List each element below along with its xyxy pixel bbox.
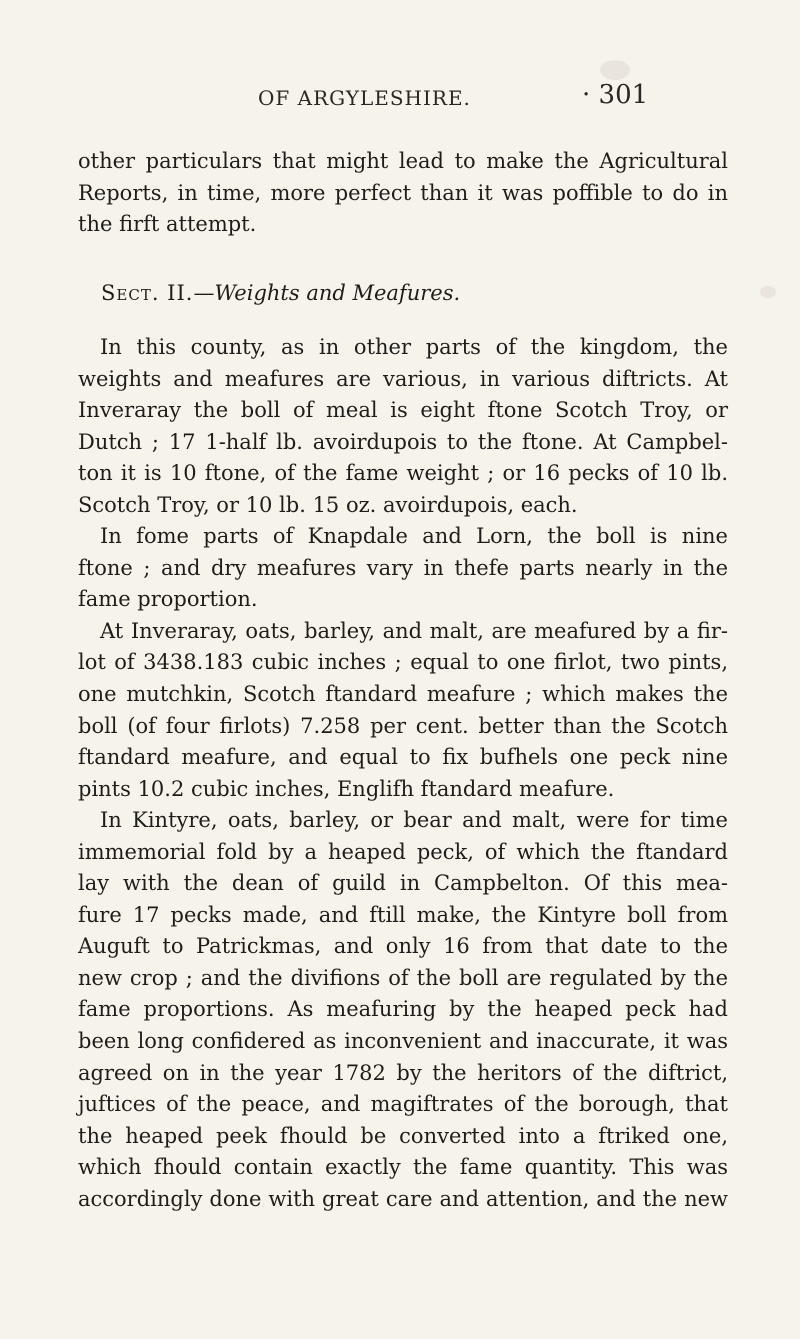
text-line: lay with the dean of guild in Campbelton. Of this mea- [78,871,728,896]
text-line: In this county, as in other parts of the kingdom, the [100,335,728,359]
text-line: fame proportions. As meafuring by the heaped peck had [78,997,728,1022]
text-line: agreed on in the year 1782 by the heritors of the diftrict, [78,1060,728,1085]
text-line: In Kintyre, oats, barley, or bear and malt, were for time [100,808,728,833]
running-head [0,80,800,116]
text-line: ftandard meafure, and equal to fix bufhels one peck nine [78,745,728,770]
text-line: fame proportion. [78,587,258,612]
text-line: boll (of four firlots) 7.258 per cent. better than the Scotch [78,713,728,738]
page-number: · 301 [582,80,649,110]
text-line: been long confidered as inconvenient and inaccurate, it was [78,1029,728,1054]
text-line: Scotch Troy, or 10 lb. 15 oz. avoirdupois, each. [78,492,578,517]
text-line: new crop ; and the divifions of the boll are regulated by the [78,965,728,990]
paragraph [78,332,728,521]
section-heading [101,281,460,305]
text-line: At Inveraray, oats, barley, and malt, are meafured by a fir- [100,618,728,643]
text-line: other particulars that might lead to make the Agricultural [78,149,728,173]
text-line: lot of 3438.183 cubic inches ; equal to one firlot, two pints, [78,650,728,675]
text-line: ftone ; and dry meafures vary in thefe parts nearly in the [78,555,728,580]
section-label: Sect. II. [101,281,194,305]
text-line: accordingly done with great care and attention, and the new [78,1186,728,1211]
text-line: In fome parts of Knapdale and Lorn, the boll is nine [100,524,728,549]
running-title: OF ARGYLESHIRE. [258,86,471,110]
text-line: Dutch ; 17 1-half lb. avoirdupois to the ftone. At Campbel- [78,429,728,454]
opening-paragraph [78,146,728,241]
text-line: Auguft to Patrickmas, and only 16 from that date to the [78,934,728,959]
paragraph [78,805,728,1215]
text-line: the firft attempt. [78,212,257,237]
paper-stain [600,60,630,80]
text-line: ton it is 10 ftone, of the fame weight ; or 16 pecks of 10 lb. [78,461,728,486]
text-line: one mutchkin, Scotch ftandard meafure ; which makes the [78,682,728,707]
text-line: Reports, in time, more perfect than it was poffible to do in [78,180,728,205]
section-body [78,332,728,1215]
section-title: Weights and Meafures. [214,281,461,305]
paragraph [78,521,728,616]
text-line: juftices of the peace, and magiftrates of the borough, that [78,1092,728,1117]
paragraph [78,616,728,805]
text-line: pints 10.2 cubic inches, Englifh ftandard meafure. [78,776,615,801]
text-line: immemorial fold by a heaped peck, of which the ftandard [78,839,728,864]
section-separator: — [193,281,215,305]
text-line: Inveraray the boll of meal is eight ftone Scotch Troy, or [78,398,728,423]
text-line: the heaped peek fhould be converted into a ftriked one, [78,1123,728,1148]
text-line: weights and meafures are various, in various diftricts. At [78,366,728,391]
text-line: which fhould contain exactly the fame quantity. This was [78,1155,728,1180]
paper-stain [760,286,776,298]
text-line: fure 17 pecks made, and ftill make, the Kintyre boll from [78,902,728,927]
